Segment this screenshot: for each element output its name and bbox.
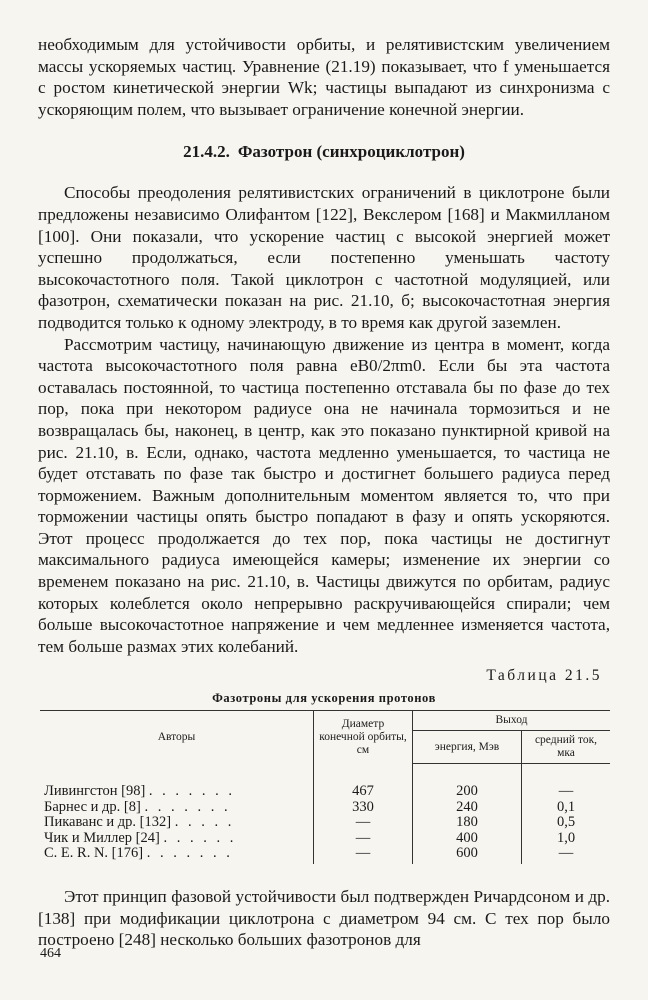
data-table [40,710,610,864]
table-title: Фазотроны для ускорения протонов [212,691,436,706]
cell-current: — [522,764,611,800]
table-row [40,815,610,831]
leader-dots: . . . . . . . [144,799,231,815]
cell-energy: 600 [413,846,522,864]
cell-current: 0,1 [522,800,611,816]
paragraph-section-2: Рассмотрим частицу, начинающую движение из центра в момент, когда частота высокочастотного поля равна eB0/2πm0. Если бы эта частота оставалась постоянной, то частица постепенно отставала бы по фазе до тех пор, пока при некотором радиусе она не начинала тормозиться и не возвращалась бы, наконец, в центр, как это показано пунктирной кривой на рис. 21.10, в. Если, однако, частота медленно уменьшается, то частица не будет отставать по фазе так быстро и достигнет большего радиуса перед торможением. Важным дополнительным моментом является то, что при торможении частицы опять быстро попадают в фазу и опять ускоряются. Этот процесс продолжается до тех пор, пока частицы не достигнут максимального радиуса имеющейся камеры; изменение их энергии со временем показано на рис. 21.10, в. Частицы движутся по орбитам, радиус которых колеблется около непрерывно раскручивающейся спирали; чем больше высокочастотное напряжение и чем медленнее изменяется частота, тем больше размах этих колебаний. [38,334,610,656]
header-authors: Авторы [40,711,314,764]
cell-author: Пикаванс и др. [132] [44,815,172,831]
header-diameter: Диаметр конечной орбиты, см [314,711,413,764]
section-title: Фазотрон (синхроциклотрон) [237,142,465,162]
cell-energy: 200 [413,764,522,800]
leader-dots: . . . . . [174,815,235,831]
table-row [40,800,610,816]
cell-diameter: 467 [314,764,413,800]
paragraph-bottom: Этот принцип фазовой устойчивости был подтвержден Ричардсоном и др. [138] при модификации циклотрона с диаметром 94 см. С тех пор было построено [248] несколько больших фазотронов для [38,886,610,950]
cell-author: C. E. R. N. [176] [44,846,144,862]
header-energy: энергия, Мэв [413,731,522,764]
cell-diameter: — [314,831,413,847]
leader-dots: . . . . . . . [146,846,233,862]
header-current: средний ток, мка [522,731,611,764]
cell-energy: 240 [413,800,522,816]
cell-author: Ливингстон [98] [44,783,146,800]
table-row [40,831,610,847]
section-heading [38,142,610,162]
page-number: 464 [40,946,61,961]
cell-current: 0,5 [522,815,611,831]
cell-energy: 400 [413,831,522,847]
header-output: Выход [413,711,611,731]
paragraph-section-1: Способы преодоления релятивистских ограничений в циклотроне были предложены независимо Олифантом [122], Векслером [168] и Макмилланом [100]. Они показали, что ускорение частиц с высокой энергией может успешно продолжаться, если постепенно уменьшать частоту высокочастотного поля. Такой циклотрон с частотной модуляцией, или фазотрон, схематически показан на рис. 21.10, б; высокочастотная энергия подводится только к одному электроду, в то время как другой заземлен. [38,183,610,332]
table-label: Таблица 21.5 [486,667,602,685]
leader-dots: . . . . . . [163,830,237,846]
cell-diameter: — [314,815,413,831]
cell-energy: 180 [413,815,522,831]
cell-current: 1,0 [522,831,611,847]
paragraph-top: необходимым для устойчивости орбиты, и релятивистским увеличением массы ускоряемых частиц. Уравнение (21.19) показывает, что f уменьшается с ростом кинетической энергии Wk; частицы выпадают из синхронизма с ускоряющим полем, что вызывает ограничение конечной энергии. [38,35,610,119]
section-number: 21.4.2. [183,142,230,162]
leader-dots: . . . . . . . [148,783,236,800]
cell-current: — [522,846,611,864]
cell-diameter: 330 [314,800,413,816]
cell-diameter: — [314,846,413,864]
table-row [40,764,610,800]
page-body [38,34,610,951]
cell-author: Чик и Миллер [24] [44,830,160,846]
cell-author: Барнес и др. [8] [44,799,141,815]
table-row [40,846,610,864]
